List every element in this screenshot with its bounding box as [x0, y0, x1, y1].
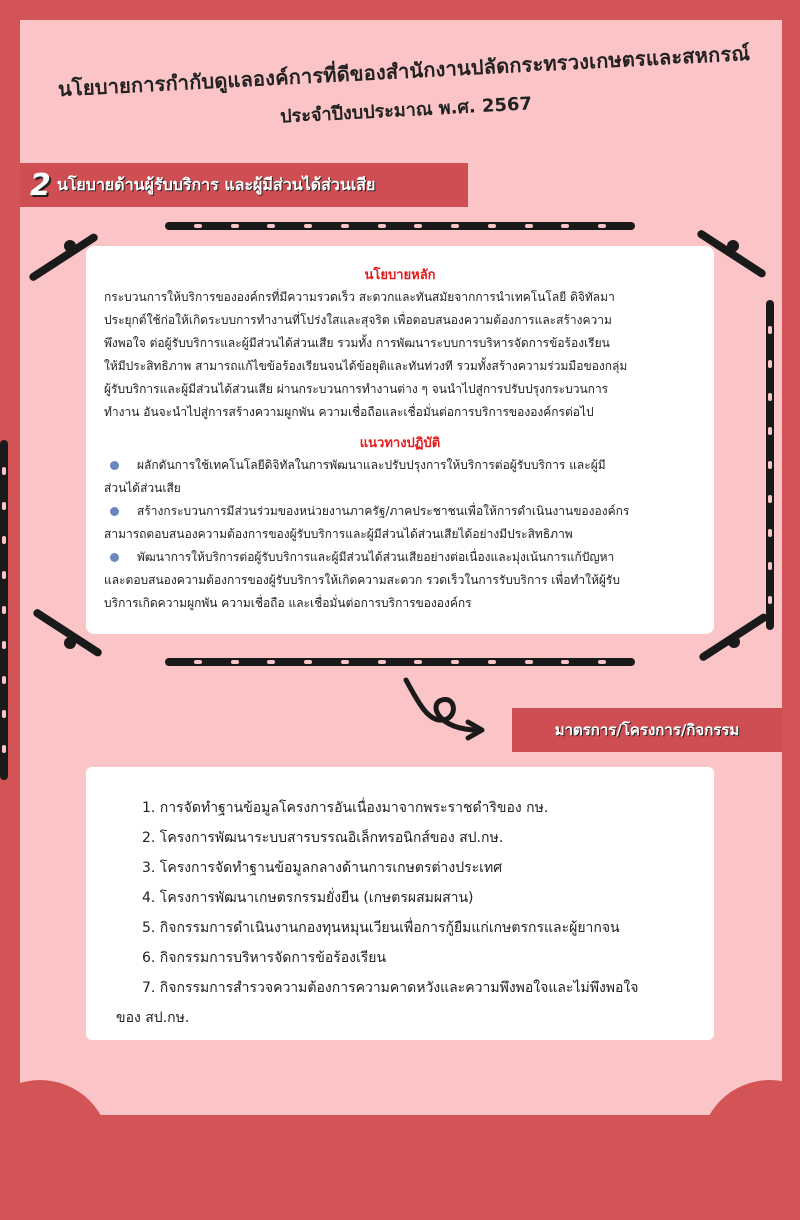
- policy-card: [86, 246, 714, 634]
- measures-header: [512, 708, 782, 752]
- guidelines-heading: แนวทางปฏิบัติ: [359, 436, 441, 451]
- bullet-dot-icon: [110, 553, 119, 562]
- list-item: 4. โครงการพัฒนาเกษตรกรรมยั่งยืน (เกษตรผสมผสาน): [142, 890, 474, 906]
- list-item: 6. กิจกรรมการบริหารจัดการข้อร้องเรียน: [142, 950, 387, 966]
- measures-title: มาตรการ/โครงการ/กิจกรรม: [554, 721, 740, 739]
- title-line-2: ประจำปีงบประมาณ พ.ศ. 2567: [279, 93, 533, 128]
- main-policy-line: ผู้รับบริการและผู้มีส่วนได้ส่วนเสีย ผ่านกระบวนการทำงานต่าง ๆ จนนำไปสู่การปรับปรุงกระบวนการ: [104, 382, 609, 396]
- guideline-text: พัฒนาการให้บริการต่อผู้รับบริการและผู้มีส่วนได้ส่วนเสียอย่างต่อเนื่องและมุ่งเน้นการแก้ปัญหา: [137, 550, 615, 564]
- bullet-dot-icon: [110, 461, 119, 470]
- frame-dot-bottom-right: [728, 636, 740, 648]
- guideline-item: [104, 454, 696, 500]
- top-dashed-border: [165, 222, 635, 230]
- main-policy-text: [104, 286, 696, 424]
- guideline-item: [104, 546, 696, 615]
- main-policy-line: ประยุกต์ใช้ก่อให้เกิดระบบการทำงานที่โปร่งใสและสุจริต เพื่อตอบสนองความต้องการและสร้างความ: [104, 313, 612, 327]
- main-policy-line: กระบวนการให้บริการขององค์กรที่มีความรวดเร็ว สะดวกและทันสมัยจากการนำเทคโนโลยี ดิจิทัลมา: [104, 290, 615, 304]
- frame-dot-bottom-left: [64, 637, 76, 649]
- section-number: 2: [30, 167, 51, 203]
- curly-arrow-icon: [398, 672, 490, 742]
- guideline-text: ส่วนได้ส่วนเสีย: [104, 481, 181, 495]
- title-line-1: นโยบายการกำกับดูแลองค์การที่ดีของสำนักงานปลัดกระทรวงเกษตรและสหกรณ์: [57, 40, 751, 102]
- guideline-text: บริการเกิดความผูกพัน ความเชื่อถือ และเชื่อมั่นต่อการบริการขององค์กร: [104, 596, 472, 610]
- bullet-dot-icon: [110, 507, 119, 516]
- section-title: นโยบายด้านผู้รับบริการ และผู้มีส่วนได้ส่วนเสีย: [56, 174, 376, 194]
- frame-dot-top-right: [727, 240, 739, 252]
- guideline-text: และตอบสนองความต้องการของผู้รับบริการให้เกิดความสะดวก รวดเร็วในการรับบริการ เพื่อทำให้ผู้รับ: [104, 573, 620, 587]
- bottom-dashed-border: [165, 658, 635, 666]
- list-item-wrap: ของ สป.กษ.: [116, 1010, 190, 1026]
- guideline-text: สามารถตอบสนองความต้องการของผู้รับบริการและผู้มีส่วนได้ส่วนเสียได้อย่างมีประสิทธิภาพ: [104, 527, 573, 541]
- section-header: [20, 163, 468, 207]
- main-policy-line: พึงพอใจ ต่อผู้รับบริการและผู้มีส่วนได้ส่วนเสีย รวมทั้ง การพัฒนาระบบการบริหารจัดการข้อร้องเรียน: [104, 336, 610, 350]
- list-item: 2. โครงการพัฒนาระบบสารบรรณอิเล็กทรอนิกส์ของ สป.กษ.: [142, 830, 504, 846]
- guideline-item: [104, 500, 696, 546]
- right-dashed-border: [766, 300, 774, 630]
- list-item: 7. กิจกรรมการสำรวจความต้องการความคาดหวังและความพึงพอใจและไม่พึงพอใจ: [142, 980, 639, 996]
- guideline-text: ผลักดันการใช้เทคโนโลยีดิจิทัลในการพัฒนาและปรับปรุงการให้บริการต่อผู้รับบริการ และผู้มี: [137, 458, 606, 472]
- list-item: 5. กิจกรรมการดำเนินงานกองทุนหมุนเวียนเพื่อการกู้ยืมแก่เกษตรกรและผู้ยากจน: [142, 920, 620, 936]
- guideline-text: สร้างกระบวนการมีส่วนร่วมของหน่วยงานภาครัฐ/ภาคประชาชนเพื่อให้การดำเนินงานขององค์กร: [137, 504, 630, 518]
- main-policy-line: ทำงาน อันจะนำไปสู่การสร้างความผูกพัน ความเชื่อถือและเชื่อมั่นต่อการบริการขององค์กรต่อไป: [104, 405, 594, 419]
- frame-dot-top-left: [64, 240, 76, 252]
- measures-card: [86, 767, 714, 1040]
- main-policy-heading: นโยบายหลัก: [364, 268, 436, 283]
- list-item: 3. โครงการจัดทำฐานข้อมูลกลางด้านการเกษตรต่างประเทศ: [142, 860, 503, 876]
- main-policy-line: ให้มีประสิทธิภาพ สามารถแก้ไขข้อร้องเรียนจนได้ข้อยุติและทันท่วงที รวมทั้งสร้างความร่วมมือของกลุ่ม: [104, 359, 628, 373]
- left-dashed-border: [0, 440, 8, 780]
- list-item: 1. การจัดทำฐานข้อมูลโครงการอันเนื่องมาจากพระราชดำริของ กษ.: [142, 800, 549, 816]
